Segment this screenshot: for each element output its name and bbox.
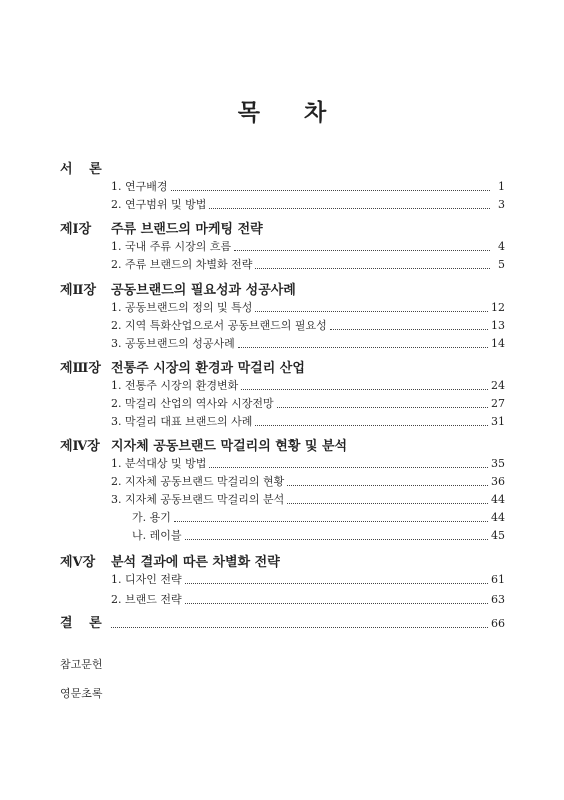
entry-label: 2. 연구범위 및 방법 [111, 198, 207, 211]
entry-page: 14 [491, 337, 505, 350]
entry-page: 12 [491, 301, 505, 314]
toc-entry[interactable] [0, 471, 564, 489]
toc-entry[interactable] [0, 254, 564, 272]
entry-label: 3. 막걸리 대표 브랜드의 사례 [111, 415, 253, 428]
section-label: 결 론 [60, 616, 108, 631]
toc-references[interactable]: 참고문헌 [60, 658, 103, 671]
entry-label: 1. 전통주 시장의 환경변화 [111, 379, 239, 392]
leader-dots [185, 603, 488, 604]
entry-page: 36 [491, 475, 505, 488]
toc-section-intro [0, 158, 564, 176]
toc-subentry[interactable] [0, 507, 564, 525]
entry-label: 가. 용기 [132, 511, 171, 524]
chapter-title: 전통주 시장의 환경과 막걸리 산업 [111, 361, 305, 376]
chapter-title: 주류 브랜드의 마케팅 전략 [111, 222, 263, 237]
entry-page: 27 [491, 397, 505, 410]
entry-page: 66 [491, 617, 505, 630]
entry-page: 24 [491, 379, 505, 392]
entry-label: 2. 주류 브랜드의 차별화 전략 [111, 258, 253, 271]
toc-entry[interactable] [0, 489, 564, 507]
toc-entry[interactable] [0, 393, 564, 411]
entry-page: 4 [498, 240, 505, 253]
entry-page: 31 [491, 415, 505, 428]
leader-dots [209, 208, 490, 209]
entry-page: 5 [498, 258, 505, 271]
toc-chapter-2 [0, 279, 564, 297]
leader-dots [241, 389, 488, 390]
leader-dots [287, 503, 488, 504]
leader-dots [171, 190, 491, 191]
toc-entry[interactable] [0, 453, 564, 471]
entry-label: 2. 막걸리 산업의 역사와 시장전망 [111, 397, 274, 410]
leader-dots [185, 583, 488, 584]
leader-dots [255, 268, 490, 269]
toc-entry[interactable] [0, 236, 564, 254]
chapter-title: 지자체 공동브랜드 막걸리의 현황 및 분석 [111, 439, 348, 454]
entry-label: 2. 브랜드 전략 [111, 593, 182, 606]
entry-page: 44 [491, 493, 505, 506]
toc-chapter-4 [0, 435, 564, 453]
chapter-label: 제Ⅱ장 [60, 283, 97, 298]
entry-label: 나. 레이블 [132, 529, 182, 542]
leader-dots [185, 539, 489, 540]
chapter-title: 공동브랜드의 필요성과 성공사례 [111, 283, 296, 298]
entry-label: 3. 공동브랜드의 성공사례 [111, 337, 235, 350]
chapter-label: 제Ⅲ장 [60, 361, 101, 376]
entry-page: 13 [491, 319, 505, 332]
entry-page: 63 [491, 593, 505, 606]
entry-page: 1 [498, 180, 505, 193]
toc-entry[interactable] [0, 375, 564, 393]
toc-section-conclusion[interactable] [0, 612, 564, 630]
leader-dots [255, 425, 488, 426]
chapter-label: 제Ⅴ장 [60, 555, 96, 570]
leader-dots [255, 311, 488, 312]
leader-dots [111, 627, 488, 628]
entry-label: 2. 지자체 공동브랜드 막걸리의 현황 [111, 475, 285, 488]
toc-subentry[interactable] [0, 525, 564, 543]
toc-chapter-1 [0, 218, 564, 236]
toc-entry[interactable] [0, 176, 564, 194]
toc-entry[interactable] [0, 411, 564, 429]
toc-entry[interactable] [0, 333, 564, 351]
entry-page: 3 [498, 198, 505, 211]
chapter-label: 제Ⅳ장 [60, 439, 100, 454]
leader-dots [330, 329, 488, 330]
chapter-title: 분석 결과에 따른 차별화 전략 [111, 555, 280, 570]
section-label: 서 론 [60, 162, 108, 177]
leader-dots [209, 467, 488, 468]
toc-chapter-3 [0, 357, 564, 375]
toc-entry[interactable] [0, 297, 564, 315]
leader-dots [238, 347, 488, 348]
entry-page: 61 [491, 573, 505, 586]
chapter-label: 제Ⅰ장 [60, 222, 92, 237]
toc-entry[interactable] [0, 315, 564, 333]
entry-page: 44 [491, 511, 505, 524]
page-title: 목 차 [237, 99, 345, 126]
entry-label: 1. 국내 주류 시장의 흐름 [111, 240, 232, 253]
entry-label: 1. 분석대상 및 방법 [111, 457, 207, 470]
entry-page: 35 [491, 457, 505, 470]
toc-abstract[interactable]: 영문초록 [60, 687, 103, 700]
leader-dots [234, 250, 490, 251]
leader-dots [287, 485, 488, 486]
entry-label: 1. 디자인 전략 [111, 573, 182, 586]
entry-label: 1. 연구배경 [111, 180, 168, 193]
entry-label: 3. 지자체 공동브랜드 막걸리의 분석 [111, 493, 285, 506]
entry-label: 1. 공동브랜드의 정의 및 특성 [111, 301, 253, 314]
leader-dots [277, 407, 488, 408]
entry-page: 45 [491, 529, 505, 542]
leader-dots [174, 521, 488, 522]
toc-entry[interactable] [0, 589, 564, 607]
toc-entry[interactable] [0, 569, 564, 587]
toc-chapter-5 [0, 551, 564, 569]
toc-entry[interactable] [0, 194, 564, 212]
entry-label: 2. 지역 특화산업으로서 공동브랜드의 필요성 [111, 319, 327, 332]
